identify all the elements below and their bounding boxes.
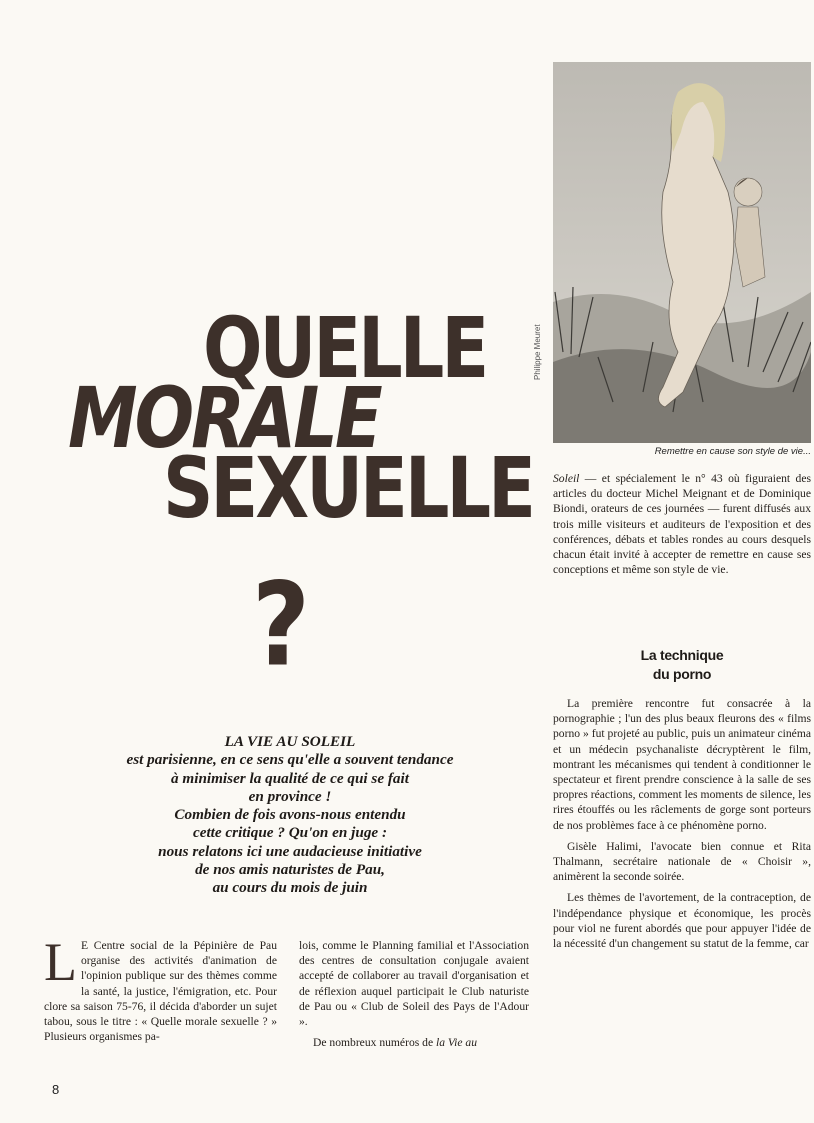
photo-illustration (553, 62, 811, 443)
body-column-1 (44, 932, 277, 1050)
body-column-3-bottom (553, 696, 811, 957)
lead-line: LA VIE AU SOLEIL (224, 733, 356, 750)
col3-paragraph-4: Les thèmes de l'avortement, de la contraception, de l'indépendance physique et économique, les procès pour viol ne furent abordés que pour appuyer l'idée de la nécessité d'un changement su statut de la femme, car (553, 891, 811, 951)
col2-p2-text: De nombreux numéros de (313, 1036, 436, 1050)
question-mark: ? (252, 557, 311, 693)
title-line-1: QUELLE (203, 298, 487, 398)
col3-paragraph-3: Gisèle Halimi, l'avocate bien connue et Rita Thalmann, secrétaire nationale de « Choisir », animèrent la seconde soirée. (553, 839, 811, 884)
lead-line: à minimiser la qualité de ce qui se fait (171, 769, 409, 787)
lead-line: nous relatons ici une audacieuse initiative (158, 842, 422, 860)
title-line-3: SEXUELLE (163, 438, 533, 538)
lead-line: est parisienne, en ce sens qu'elle a souvent tendance (126, 751, 454, 769)
col2-paragraph-1: lois, comme le Planning familial et l'Association des centres de consultation conjugale avaient accepté de collaborer au travail d'organisation et de réflexion auquel participait le Club naturiste de Pau ou « Club de Soleil des Pays de l'Adour ». (299, 939, 529, 1029)
magazine-title: Soleil (553, 472, 580, 485)
magazine-title: la Vie au (436, 1036, 477, 1050)
section-heading-line: du porno (652, 666, 712, 682)
drop-cap: L (44, 932, 77, 992)
photo-credit: Philippe Meuret (533, 324, 542, 380)
photo-caption: Remettre en cause son style de vie... (654, 446, 811, 457)
title-line-2: MORALE (68, 368, 380, 468)
lead-line: cette critique ? Qu'on en juge : (192, 824, 388, 842)
body-column-2 (299, 938, 529, 1056)
lead-line: de nos amis naturistes de Pau, (195, 861, 385, 879)
col2-paragraph-2 (299, 1035, 529, 1050)
col3-p1-text: — et spécialement le n° 43 où figuraient des articles du docteur Michel Meignant et de Dominique Biondi, orateurs de ces journées — furent diffusés aux trois mille visiteurs et auditeurs de l'exposition et des conférences, débats et tables rondes au cours desquels chacun était invité à accepter de remettre en cause ses conceptions et même son style de vie. (553, 472, 811, 577)
photo-beach-figures (553, 62, 811, 443)
col1-text: E Centre social de la Pépinière de Pau organise des activités d'animation de l'opinion publique sur des thèmes comme la santé, la justice, l'émigration, etc. Pour clore sa saison 75-76, il décida d'aborder un sujet tabou, sous le titre : « Quelle morale sexuelle ? » Plusieurs organismes pa- (44, 939, 277, 1044)
lead-line: au cours du mois de juin (212, 879, 368, 897)
col3-paragraph-1 (553, 471, 811, 577)
page-number: 8 (52, 1082, 60, 1097)
lead-line: Combien de fois avons-nous entendu (174, 806, 406, 824)
col3-paragraph-2: La première rencontre fut consacrée à la pornographie ; l'un des plus beaux fleurons des « films porno » fut projeté au public, puis un animateur cinéma et un médecin psychanaliste décryptèrent le film, montrant les mécanismes qui tendent à conditionner le spectateur et firent prendre conscience à la salle de ses propres réactions, comment les moments de silence, les rires étouffés ou les râclements de gorge sont porteurs de nos problèmes face à ce phénomène porno. (553, 697, 811, 832)
body-column-3-top (553, 471, 811, 583)
lead-paragraph (95, 733, 485, 898)
lead-line: en province ! (248, 787, 332, 805)
section-heading (553, 646, 811, 684)
section-heading-line: La technique (640, 647, 724, 663)
